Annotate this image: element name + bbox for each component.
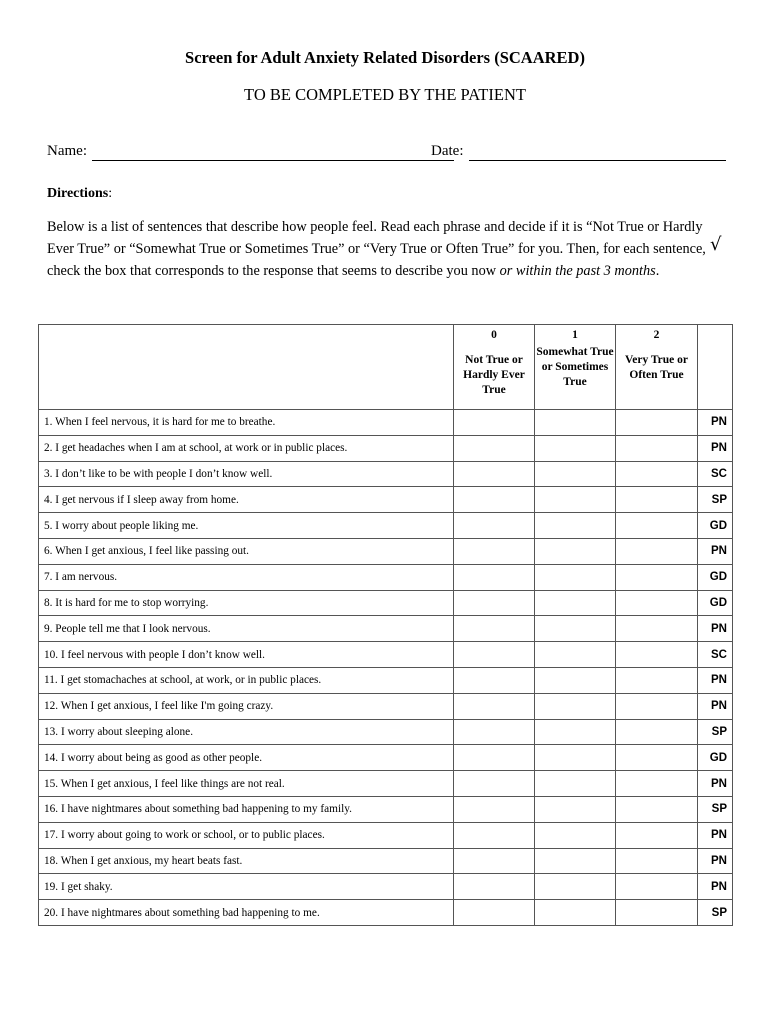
table-row: [39, 822, 733, 848]
date-label: Date:: [431, 143, 464, 159]
answer-box-2[interactable]: [616, 667, 698, 693]
table-header-row: [39, 325, 733, 410]
answer-box-2[interactable]: [616, 487, 698, 513]
answer-box-1[interactable]: [535, 487, 616, 513]
name-field[interactable]: [92, 160, 454, 161]
option-1-number: 1: [572, 329, 578, 341]
table-row: [39, 435, 733, 461]
category-code: SP: [698, 487, 733, 513]
answer-box-2[interactable]: [616, 771, 698, 797]
question-text: 10. I feel nervous with people I don’t know well.: [39, 642, 454, 668]
category-code: PN: [698, 538, 733, 564]
question-text: 15. When I get anxious, I feel like things are not real.: [39, 771, 454, 797]
table-row: [39, 410, 733, 436]
answer-box-2[interactable]: [616, 461, 698, 487]
directions-text: [47, 216, 727, 282]
category-code: SP: [698, 719, 733, 745]
directions-emphasis-text: or within the past 3 months: [499, 263, 656, 279]
question-text: 2. I get headaches when I am at school, at work or in public places.: [39, 435, 454, 461]
option-1-label: Somewhat True or Sometimes True: [536, 346, 614, 388]
directions-label-colon: :: [108, 186, 113, 201]
answer-box-1[interactable]: [535, 693, 616, 719]
table-row: [39, 693, 733, 719]
table-row: [39, 538, 733, 564]
option-0-label: Not True or Hardly Ever True: [463, 354, 525, 396]
questionnaire-table: [38, 324, 733, 926]
category-code: PN: [698, 435, 733, 461]
answer-box-1[interactable]: [535, 538, 616, 564]
table-row: [39, 900, 733, 926]
answer-box-0[interactable]: [454, 822, 535, 848]
answer-box-1[interactable]: [535, 642, 616, 668]
answer-box-0[interactable]: [454, 900, 535, 926]
question-text: 5. I worry about people liking me.: [39, 513, 454, 539]
table-row: [39, 719, 733, 745]
answer-box-0[interactable]: [454, 435, 535, 461]
answer-box-1[interactable]: [535, 590, 616, 616]
question-text: 13. I worry about sleeping alone.: [39, 719, 454, 745]
answer-box-2[interactable]: [616, 900, 698, 926]
table-row: [39, 461, 733, 487]
header-code-cell: [698, 325, 733, 410]
answer-box-0[interactable]: [454, 616, 535, 642]
answer-box-0[interactable]: [454, 564, 535, 590]
answer-box-2[interactable]: [616, 848, 698, 874]
answer-box-1[interactable]: [535, 848, 616, 874]
table-row: [39, 796, 733, 822]
answer-box-0[interactable]: [454, 874, 535, 900]
patient-info-row: [47, 143, 727, 165]
question-text: 9. People tell me that I look nervous.: [39, 616, 454, 642]
page-title: Screen for Adult Anxiety Related Disorders (SCAARED): [185, 48, 585, 67]
option-2-label: Very True or Often True: [624, 354, 689, 381]
table-row: [39, 564, 733, 590]
category-code: PN: [698, 874, 733, 900]
answer-box-0[interactable]: [454, 848, 535, 874]
answer-box-1[interactable]: [535, 796, 616, 822]
category-code: SC: [698, 461, 733, 487]
answer-box-2[interactable]: [616, 564, 698, 590]
table-row: [39, 616, 733, 642]
answer-box-1[interactable]: [535, 874, 616, 900]
directions-label-text: Directions: [47, 186, 109, 201]
answer-box-2[interactable]: [616, 435, 698, 461]
answer-box-2[interactable]: [616, 538, 698, 564]
answer-box-1[interactable]: [535, 410, 616, 436]
table-row: [39, 513, 733, 539]
category-code: PN: [698, 771, 733, 797]
answer-box-1[interactable]: [535, 564, 616, 590]
question-text: 18. When I get anxious, my heart beats fast.: [39, 848, 454, 874]
check-mark-icon: √: [710, 234, 722, 255]
table-row: [39, 487, 733, 513]
answer-box-0[interactable]: [454, 461, 535, 487]
category-code: PN: [698, 667, 733, 693]
answer-box-0[interactable]: [454, 538, 535, 564]
directions-main-text: Below is a list of sentences that describe how people feel. Read each phrase and decide if it is “Not True or Hardly Ever True” or “Somewhat True or Sometimes True” or “Very True or Often True” for you. Then, for each sentence, check the box that corresponds to the response that seems to describe you now: [47, 219, 706, 279]
answer-box-2[interactable]: [616, 410, 698, 436]
category-code: GD: [698, 590, 733, 616]
answer-box-2[interactable]: [616, 745, 698, 771]
answer-box-1[interactable]: [535, 900, 616, 926]
option-2-number: 2: [653, 329, 660, 341]
answer-box-2[interactable]: [616, 616, 698, 642]
answer-box-2[interactable]: [616, 693, 698, 719]
answer-box-0[interactable]: [454, 693, 535, 719]
answer-box-0[interactable]: [454, 513, 535, 539]
date-field[interactable]: [469, 160, 726, 161]
category-code: GD: [698, 745, 733, 771]
answer-box-2[interactable]: [616, 796, 698, 822]
header-question-cell: [39, 325, 454, 410]
answer-box-0[interactable]: [454, 487, 535, 513]
question-text: 6. When I get anxious, I feel like passing out.: [39, 538, 454, 564]
answer-box-2[interactable]: [616, 719, 698, 745]
answer-box-1[interactable]: [535, 822, 616, 848]
question-text: 12. When I get anxious, I feel like I'm going crazy.: [39, 693, 454, 719]
answer-box-1[interactable]: [535, 616, 616, 642]
table-row: [39, 642, 733, 668]
question-text: 1. When I feel nervous, it is hard for me to breathe.: [39, 410, 454, 436]
category-code: SP: [698, 900, 733, 926]
answer-box-0[interactable]: [454, 745, 535, 771]
answer-box-0[interactable]: [454, 771, 535, 797]
category-code: SC: [698, 642, 733, 668]
category-code: PN: [698, 693, 733, 719]
answer-box-0[interactable]: [454, 667, 535, 693]
category-code: PN: [698, 822, 733, 848]
answer-box-0[interactable]: [454, 719, 535, 745]
answer-box-0[interactable]: [454, 410, 535, 436]
answer-box-1[interactable]: [535, 719, 616, 745]
header-option-0: [454, 325, 535, 410]
name-label: Name:: [47, 143, 87, 159]
table-row: [39, 667, 733, 693]
answer-box-0[interactable]: [454, 796, 535, 822]
question-text: 14. I worry about being as good as other people.: [39, 745, 454, 771]
table-row: [39, 848, 733, 874]
header-option-2: [616, 325, 698, 410]
question-text: 16. I have nightmares about something bad happening to my family.: [39, 796, 454, 822]
answer-box-1[interactable]: [535, 513, 616, 539]
question-text: 7. I am nervous.: [39, 564, 454, 590]
category-code: PN: [698, 616, 733, 642]
header-option-1: [535, 325, 616, 410]
answer-box-1[interactable]: [535, 435, 616, 461]
answer-box-2[interactable]: [616, 590, 698, 616]
answer-box-0[interactable]: [454, 642, 535, 668]
table-row: [39, 771, 733, 797]
answer-box-1[interactable]: [535, 771, 616, 797]
table-row: [39, 590, 733, 616]
question-text: 8. It is hard for me to stop worrying.: [39, 590, 454, 616]
answer-box-2[interactable]: [616, 513, 698, 539]
option-0-number: 0: [491, 329, 497, 341]
answer-box-2[interactable]: [616, 822, 698, 848]
category-code: GD: [698, 513, 733, 539]
directions-end-text: .: [655, 263, 660, 279]
directions-heading: [47, 186, 112, 202]
category-code: PN: [698, 410, 733, 436]
question-text: 17. I worry about going to work or school, or to public places.: [39, 822, 454, 848]
answer-box-2[interactable]: [616, 642, 698, 668]
table-row: [39, 874, 733, 900]
question-text: 4. I get nervous if I sleep away from home.: [39, 487, 454, 513]
question-text: 19. I get shaky.: [39, 874, 454, 900]
page-subtitle: TO BE COMPLETED BY THE PATIENT: [244, 85, 526, 104]
answer-box-1[interactable]: [535, 461, 616, 487]
question-text: 3. I don’t like to be with people I don’t know well.: [39, 461, 454, 487]
question-text: 11. I get stomachaches at school, at work, or in public places.: [39, 667, 454, 693]
table-row: [39, 745, 733, 771]
answer-box-1[interactable]: [535, 745, 616, 771]
category-code: PN: [698, 848, 733, 874]
answer-box-1[interactable]: [535, 667, 616, 693]
category-code: SP: [698, 796, 733, 822]
question-text: 20. I have nightmares about something bad happening to me.: [39, 900, 454, 926]
answer-box-0[interactable]: [454, 590, 535, 616]
category-code: GD: [698, 564, 733, 590]
answer-box-2[interactable]: [616, 874, 698, 900]
